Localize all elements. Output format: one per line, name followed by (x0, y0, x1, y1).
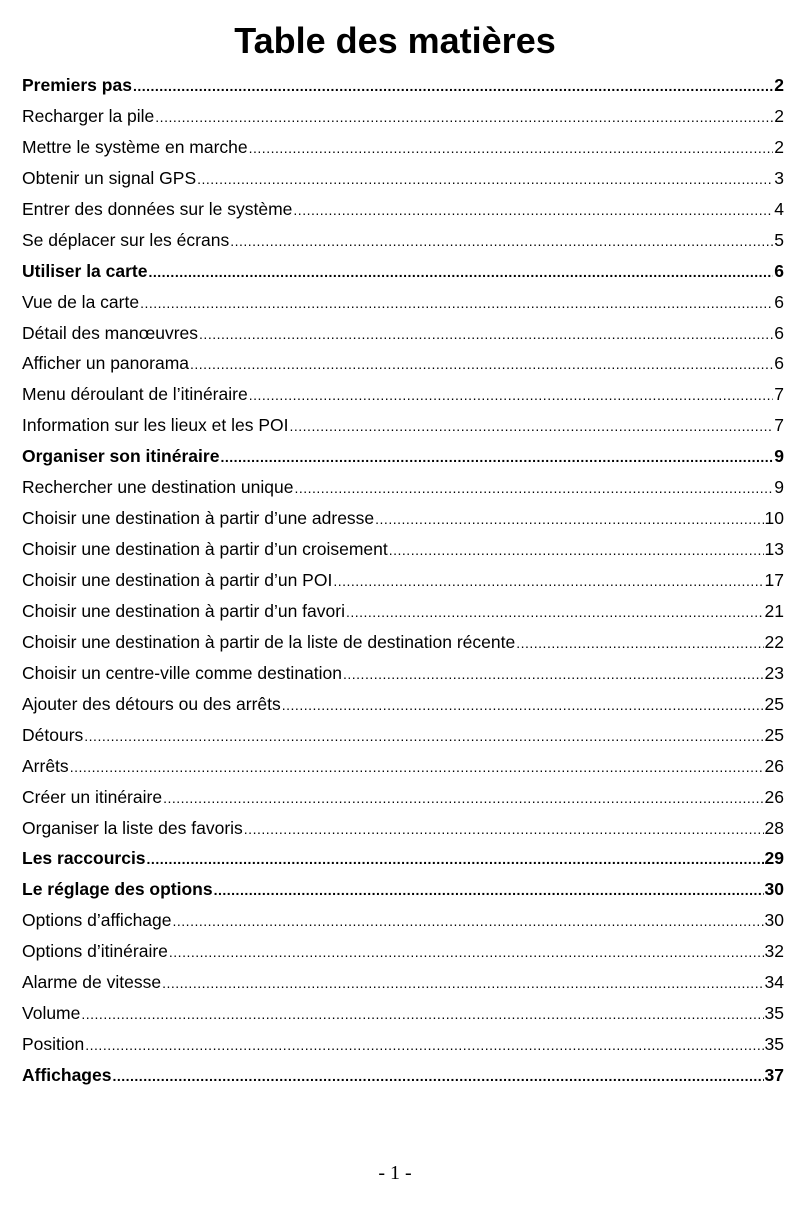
toc-entry-page-number: 6 (774, 322, 784, 343)
toc-entry-page-number: 21 (764, 600, 784, 621)
toc-dot-leader (140, 288, 773, 318)
toc-entry-label: Recharger la pile (22, 105, 155, 126)
toc-dot-leader (294, 473, 773, 503)
toc-entry[interactable] (22, 689, 784, 720)
toc-entry-page-number: 6 (774, 353, 784, 374)
toc-entry-page-number: 6 (774, 260, 784, 281)
toc-entry-label: Affichages (22, 1065, 112, 1085)
toc-entry-label: Arrêts (22, 755, 69, 776)
table-of-contents (22, 70, 784, 1091)
toc-entry-label: Utiliser la carte (22, 260, 148, 281)
toc-entry[interactable] (22, 318, 784, 349)
toc-entry[interactable] (22, 410, 784, 441)
toc-entry-label: Choisir un centre-ville comme destination (22, 662, 342, 683)
toc-entry[interactable] (22, 194, 784, 225)
toc-section-entry[interactable] (22, 70, 784, 101)
toc-entry[interactable] (22, 627, 784, 658)
page-number-footer: - 1 - (378, 1162, 412, 1184)
toc-dot-leader (199, 319, 773, 349)
toc-dot-leader (389, 535, 764, 565)
toc-dot-leader (290, 411, 774, 441)
toc-dot-leader (163, 783, 763, 813)
toc-entry[interactable] (22, 751, 784, 782)
toc-entry-label: Vue de la carte (22, 291, 140, 312)
toc-entry[interactable] (22, 287, 784, 318)
toc-entry-label: Détours (22, 724, 84, 745)
toc-entry-label: Entrer des données sur le système (22, 198, 293, 219)
toc-entry-label: Organiser son itinéraire (22, 446, 220, 467)
toc-dot-leader (85, 1030, 763, 1060)
toc-entry-label: Créer un itinéraire (22, 786, 163, 807)
toc-entry-label: Alarme de vitesse (22, 972, 162, 993)
toc-entry[interactable] (22, 720, 784, 751)
toc-dot-leader (214, 875, 764, 905)
toc-section-entry[interactable] (22, 843, 784, 874)
toc-entry-page-number: 25 (764, 724, 784, 745)
toc-entry-page-number: 2 (774, 75, 784, 95)
toc-entry-label: Les raccourcis (22, 848, 146, 869)
toc-dot-leader (190, 349, 773, 379)
toc-dot-leader (346, 597, 764, 627)
toc-entry[interactable] (22, 163, 784, 194)
toc-entry-label: Obtenir un signal GPS (22, 167, 197, 188)
toc-entry-page-number: 28 (764, 817, 784, 838)
toc-entry-label: Choisir une destination à partir d’un croisement (22, 539, 388, 560)
toc-entry-page-number: 2 (774, 105, 784, 126)
toc-entry-page-number: 9 (774, 446, 784, 467)
toc-dot-leader (84, 721, 763, 751)
toc-entry-label: Choisir une destination à partir d’un POI (22, 570, 333, 590)
toc-section-entry[interactable] (22, 256, 784, 287)
toc-dot-leader (81, 999, 763, 1029)
toc-entry[interactable] (22, 936, 784, 967)
toc-entry-page-number: 9 (774, 477, 784, 498)
toc-entry-label: Ajouter des détours ou des arrêts (22, 693, 281, 714)
toc-entry-label: Menu déroulant de l’itinéraire (22, 384, 248, 405)
toc-section-entry[interactable] (22, 1060, 784, 1091)
toc-entry-page-number: 37 (764, 1065, 784, 1085)
toc-entry-label: Options d’affichage (22, 910, 172, 931)
toc-entry-label: Organiser la liste des favoris (22, 817, 243, 838)
toc-section-entry[interactable] (22, 441, 784, 472)
toc-dot-leader (197, 164, 773, 194)
toc-entry[interactable] (22, 1029, 784, 1060)
toc-entry-page-number: 6 (774, 291, 784, 312)
toc-entry-label: Mettre le système en marche (22, 136, 248, 157)
toc-entry[interactable] (22, 998, 784, 1029)
toc-entry-page-number: 13 (764, 539, 784, 560)
toc-entry-page-number: 5 (774, 229, 784, 250)
toc-entry[interactable] (22, 782, 784, 813)
toc-entry[interactable] (22, 472, 784, 503)
toc-dot-leader (244, 814, 764, 844)
toc-entry-page-number: 4 (774, 198, 784, 219)
toc-dot-leader (249, 380, 774, 410)
toc-entry-page-number: 25 (764, 693, 784, 714)
page-title: Table des matières (234, 20, 556, 61)
toc-dot-leader (220, 442, 773, 472)
toc-entry[interactable] (22, 225, 784, 256)
toc-entry-page-number: 26 (764, 786, 784, 807)
toc-dot-leader (343, 659, 764, 689)
toc-section-entry[interactable] (22, 874, 784, 905)
toc-entry[interactable] (22, 132, 784, 163)
toc-entry-label: Le réglage des options (22, 879, 213, 900)
toc-entry-label: Options d’itinéraire (22, 941, 168, 962)
toc-dot-leader (70, 752, 764, 782)
toc-entry-page-number: 10 (764, 508, 784, 529)
toc-entry-label: Volume (22, 1003, 81, 1024)
toc-dot-leader (282, 690, 764, 720)
toc-dot-leader (293, 195, 773, 225)
toc-entry-label: Choisir une destination à partir d’un favori (22, 600, 345, 621)
toc-entry-label: Rechercher une destination unique (22, 477, 294, 498)
toc-entry-page-number: 30 (764, 879, 784, 900)
toc-entry-label: Premiers pas (22, 75, 132, 95)
toc-entry-label: Afficher un panorama (22, 353, 190, 374)
toc-dot-leader (147, 844, 764, 874)
toc-entry[interactable] (22, 101, 784, 132)
toc-entry-label: Position (22, 1034, 85, 1055)
toc-dot-leader (249, 133, 774, 163)
toc-dot-leader (112, 1061, 763, 1091)
toc-entry-page-number: 29 (764, 848, 784, 869)
toc-entry-label: Choisir une destination à partir de la liste de destination récente (22, 631, 516, 652)
toc-dot-leader (148, 257, 773, 287)
toc-entry-page-number: 3 (774, 167, 784, 188)
toc-entry-page-number: 26 (764, 755, 784, 776)
toc-entry[interactable] (22, 658, 784, 689)
toc-entry[interactable] (22, 967, 784, 998)
toc-entry-label: Détail des manœuvres (22, 322, 199, 343)
toc-dot-leader (155, 102, 773, 132)
toc-dot-leader (230, 226, 773, 256)
toc-dot-leader (133, 71, 773, 101)
toc-entry-label: Se déplacer sur les écrans (22, 229, 230, 250)
toc-entry-page-number: 34 (764, 972, 784, 993)
toc-entry-page-number: 17 (764, 570, 784, 590)
toc-dot-leader (169, 937, 764, 967)
toc-entry-page-number: 32 (764, 941, 784, 962)
toc-entry[interactable] (22, 503, 784, 534)
toc-entry-label: Information sur les lieux et les POI (22, 415, 289, 436)
toc-entry[interactable] (22, 534, 784, 565)
toc-entry-page-number: 23 (764, 662, 784, 683)
toc-entry-page-number: 7 (774, 415, 784, 436)
toc-entry[interactable] (22, 565, 784, 596)
toc-entry[interactable] (22, 596, 784, 627)
toc-dot-leader (333, 566, 763, 596)
toc-dot-leader (516, 628, 763, 658)
toc-entry[interactable] (22, 905, 784, 936)
toc-entry[interactable] (22, 348, 784, 379)
toc-entry[interactable] (22, 379, 784, 410)
toc-entry-page-number: 22 (764, 631, 784, 652)
toc-dot-leader (162, 968, 763, 998)
toc-entry[interactable] (22, 813, 784, 844)
toc-entry-page-number: 30 (764, 910, 784, 931)
toc-entry-page-number: 35 (764, 1003, 784, 1024)
toc-entry-page-number: 35 (764, 1034, 784, 1055)
toc-dot-leader (173, 906, 764, 936)
toc-entry-page-number: 2 (774, 136, 784, 157)
toc-entry-label: Choisir une destination à partir d’une adresse (22, 508, 375, 529)
toc-entry-page-number: 7 (774, 384, 784, 405)
toc-dot-leader (375, 504, 763, 534)
